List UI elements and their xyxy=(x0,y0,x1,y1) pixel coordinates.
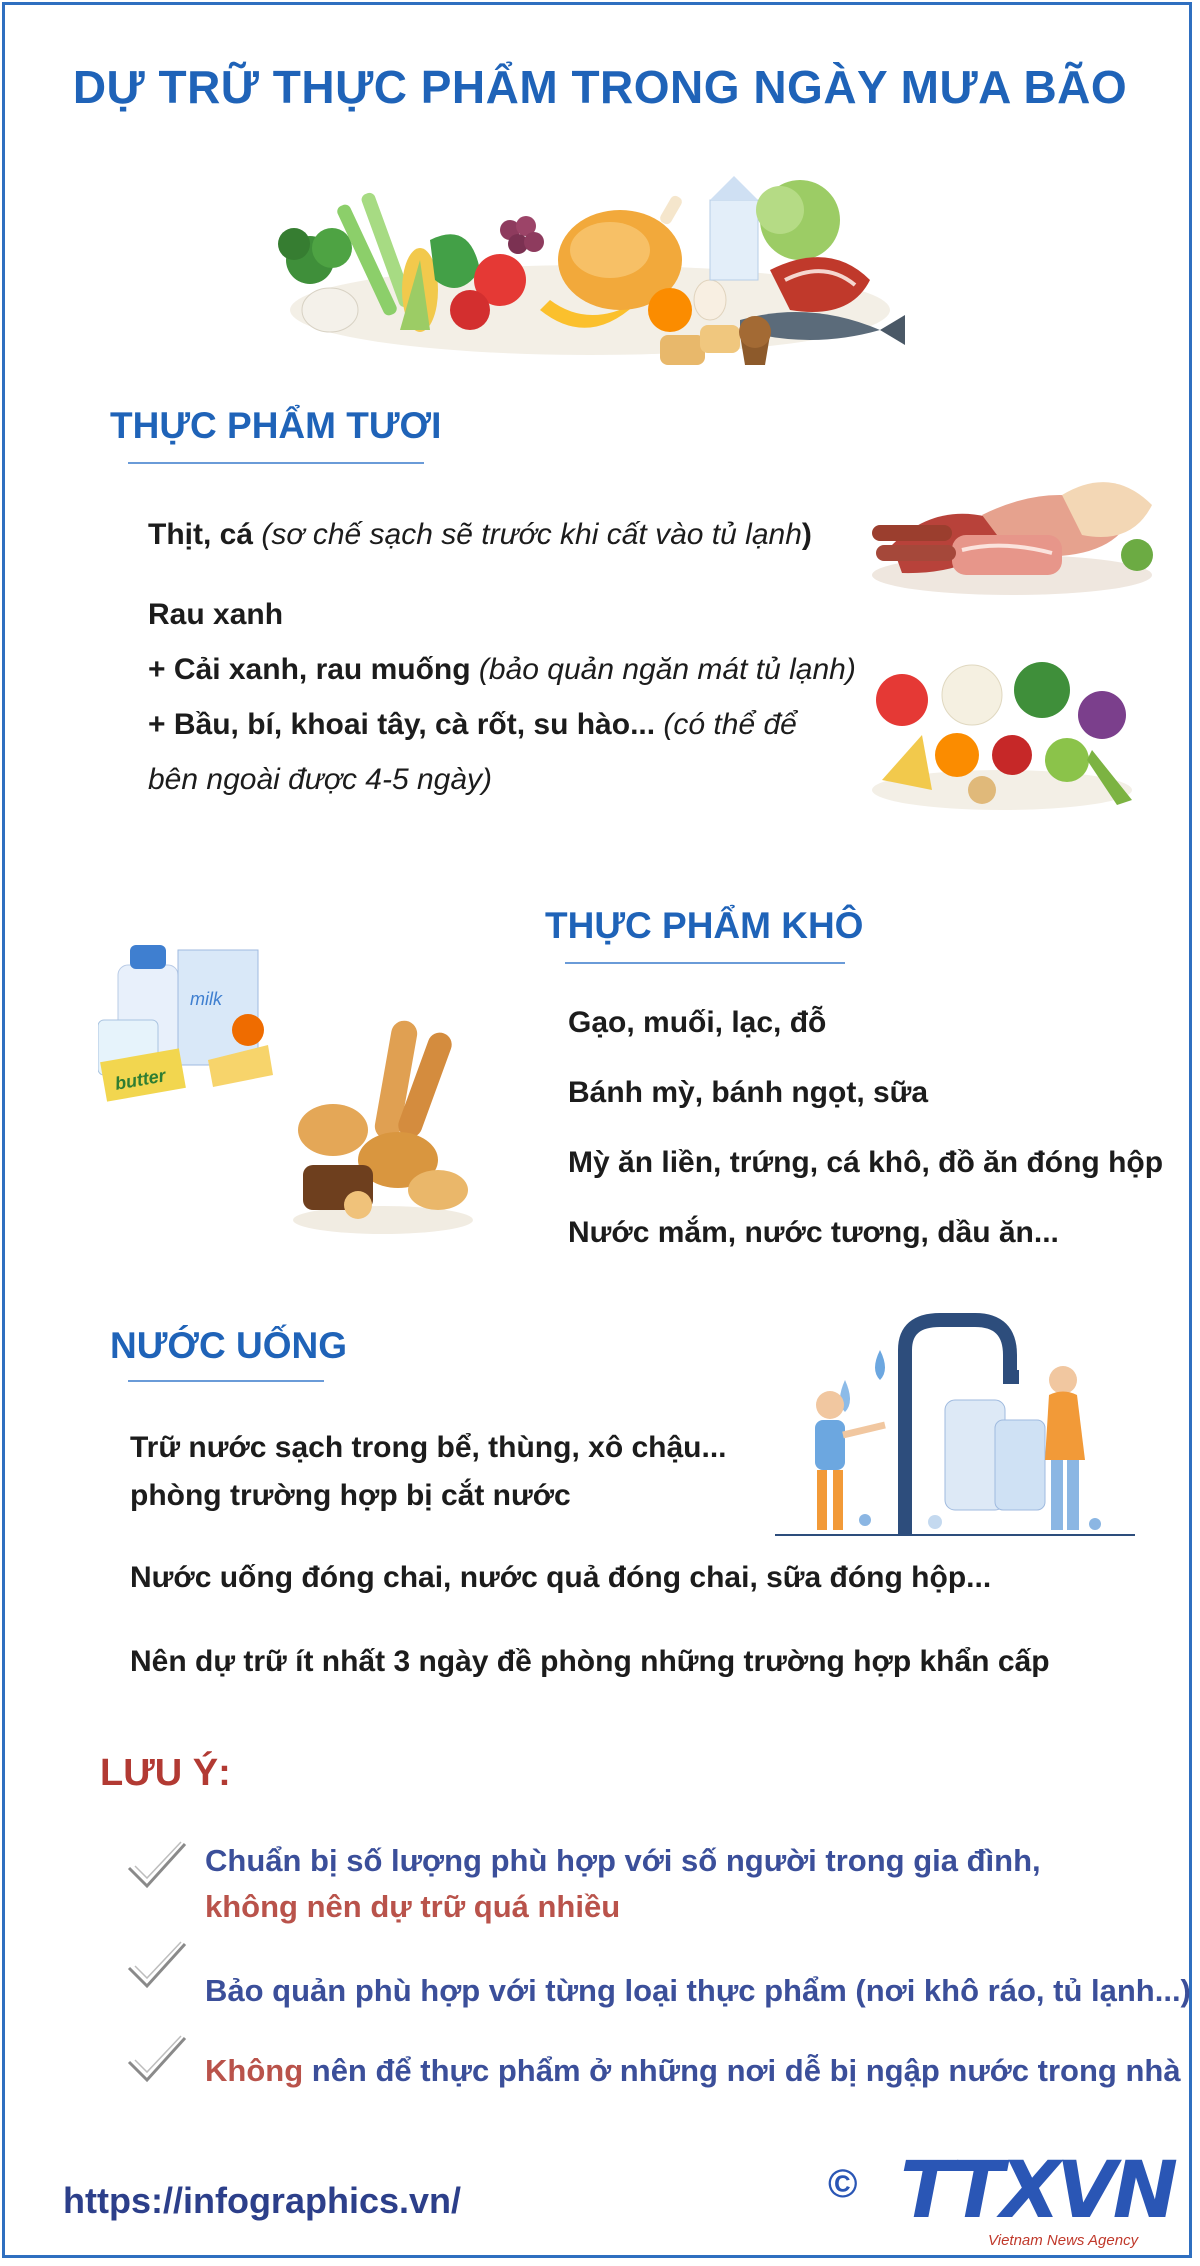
vegetables-illustration xyxy=(862,640,1142,815)
checkmark-icon xyxy=(125,1938,189,1990)
meat-close: ) xyxy=(801,518,812,551)
dry-heading-underline xyxy=(565,962,845,964)
copyright-symbol: © xyxy=(828,2162,858,2206)
veg-label: Rau xanh xyxy=(148,598,284,631)
woman-figure xyxy=(1045,1366,1085,1530)
food-banner-illustration xyxy=(270,160,910,370)
meat-illustration xyxy=(862,455,1162,605)
veg-line-1 xyxy=(148,650,908,690)
muffin-icon xyxy=(739,316,771,365)
broccoli-icon xyxy=(1014,662,1070,718)
garlic-icon xyxy=(302,288,358,332)
source-link[interactable]: https://infographics.vn/ xyxy=(63,2180,462,2221)
water-line-1a: Trữ nước sạch trong bể, thùng, xô chậu... xyxy=(130,1431,727,1464)
man-figure xyxy=(815,1391,885,1530)
meat-note: (sơ chế sạch sẽ trước khi cất vào tủ lạnh xyxy=(261,518,802,551)
broccoli-icon xyxy=(278,228,352,284)
cauliflower-icon xyxy=(942,665,1002,725)
veg-line-2 xyxy=(148,705,868,745)
water-drop-icon xyxy=(875,1350,885,1380)
note-1 xyxy=(205,1838,1041,1930)
svg-text:milk: milk xyxy=(190,989,222,1009)
water-heading-underline xyxy=(128,1380,324,1382)
meat-label: Thịt, cá xyxy=(148,518,254,551)
water-line-2: Nước uống đóng chai, nước quả đóng chai, sữa đóng hộp... xyxy=(130,1561,992,1594)
note-2: Bảo quản phù hợp với từng loại thực phẩm (nơi khô ráo, tủ lạnh...) xyxy=(205,1973,1191,2008)
dry-item-1: Gạo, muối, lạc, đỗ xyxy=(568,1006,827,1039)
note-3-red: Không xyxy=(205,2053,304,2088)
dry-item-4: Nước mắm, nước tương, dầu ăn... xyxy=(568,1216,1059,1249)
note-3-rest: nên để thực phẩm ở những nơi dễ bị ngập nước trong nhà xyxy=(303,2053,1181,2088)
dry-item-3: Mỳ ăn liền, trứng, cá khô, đồ ăn đóng hộp xyxy=(568,1146,1164,1179)
note-1-line-b: không nên dự trữ quá nhiều xyxy=(205,1889,621,1924)
veg1-label: + Cải xanh, rau muống xyxy=(148,653,471,686)
pumpkin-icon xyxy=(935,733,979,777)
fresh-food-heading: THỰC PHẨM TƯƠI xyxy=(110,405,442,446)
cabbage-icon xyxy=(756,180,840,260)
water-heading: NƯỚC UỐNG xyxy=(110,1325,347,1366)
ttxvn-logo-subtitle: Vietnam News Agency xyxy=(988,2232,1139,2249)
water-tap-illustration xyxy=(775,1310,1135,1540)
veg2-note-b: bên ngoài được 4-5 ngày) xyxy=(148,763,493,796)
dry-food-heading: THỰC PHẨM KHÔ xyxy=(545,905,864,946)
veg2-note-a: (có thể để xyxy=(663,708,797,741)
egg-icon xyxy=(694,280,726,320)
grapes-icon xyxy=(500,216,544,254)
bun-icon xyxy=(298,1104,368,1156)
veg2-label: + Bầu, bí, khoai tây, cà rốt, su hào... xyxy=(148,708,656,741)
water-line-3: Nên dự trữ ít nhất 3 ngày đề phòng những trường hợp khẩn cấp xyxy=(130,1645,1050,1678)
orange-icon xyxy=(648,288,692,332)
page-title: DỰ TRỮ THỰC PHẨM TRONG NGÀY MƯA BÃO xyxy=(72,61,1128,113)
potato-icon xyxy=(968,776,996,804)
fresh-meat-line xyxy=(148,515,848,555)
veg1-note: (bảo quản ngăn mát tủ lạnh) xyxy=(478,653,856,686)
checkmark-icon xyxy=(125,1838,189,1890)
dry-item-2: Bánh mỳ, bánh ngọt, sữa xyxy=(568,1076,929,1109)
dairy-illustration xyxy=(98,925,278,1115)
tomato-icon xyxy=(876,674,928,726)
svg-text:butter: butter xyxy=(113,1065,168,1094)
eggplant-icon xyxy=(1078,691,1126,739)
ttxvn-logo: TTXVN xyxy=(900,2146,1174,2236)
corn-icon xyxy=(400,248,438,332)
water-line-1b: phòng trường hợp bị cắt nước xyxy=(130,1479,571,1512)
notes-heading: LƯU Ý: xyxy=(100,1752,231,1794)
milk-carton-icon xyxy=(710,176,758,280)
checkmark-icon xyxy=(125,2032,189,2084)
note-1-line-a: Chuẩn bị số lượng phù hợp với số người trong gia đình, xyxy=(205,1843,1041,1878)
bread-illustration xyxy=(288,1010,478,1240)
note-3 xyxy=(205,2048,1181,2094)
fresh-heading-underline xyxy=(128,462,424,464)
